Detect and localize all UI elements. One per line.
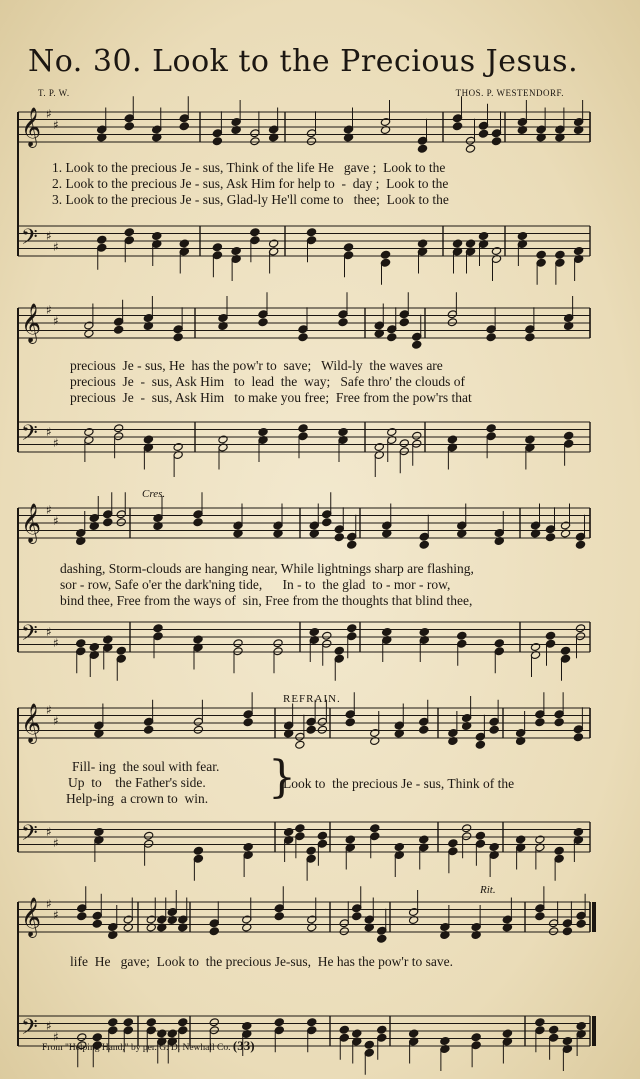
note-head [478, 129, 488, 138]
note-head [502, 1029, 512, 1038]
note-head [157, 1029, 167, 1038]
hymn-title: No. 30. Look to the Precious Jesus. [28, 44, 579, 79]
note-head [173, 333, 183, 342]
lyric-line: Fill- ing the soul with fear. [72, 759, 220, 774]
note-head [486, 333, 496, 342]
note-head [380, 250, 390, 259]
bass-clef-icon: 𝄢 [21, 421, 38, 451]
note-head [250, 228, 260, 237]
note-head [152, 232, 162, 241]
note-head [536, 250, 546, 259]
sharp-icon: ♯ [46, 625, 52, 639]
note-head [295, 824, 305, 833]
note-head [317, 725, 327, 734]
sharp-icon: ♯ [53, 836, 59, 850]
note-head [193, 846, 203, 855]
note-head [322, 631, 332, 640]
note-head [419, 835, 429, 844]
lyric-line: precious Je - sus, Ask Him to lead the way; Safe thro' the clouds of [70, 374, 465, 389]
bass-clef-icon: 𝄢 [21, 225, 38, 255]
note-head [295, 740, 305, 749]
lyric-line: life He gave; Look to the precious Je-sus, He has the pow'r to save. [70, 954, 453, 969]
bass-clef-icon: 𝄢 [21, 621, 38, 651]
note-head [465, 144, 475, 153]
note-head [339, 1025, 349, 1034]
treble-clef-icon: 𝄞 [21, 897, 42, 937]
note-head [306, 137, 316, 146]
rit-marking: Rit. [480, 884, 496, 896]
note-head [382, 628, 392, 637]
note-head [447, 318, 457, 327]
note-head [489, 725, 499, 734]
sharp-icon: ♯ [46, 1019, 52, 1033]
note-head [352, 912, 362, 921]
note-head [97, 235, 107, 244]
verse-brace: } [268, 752, 296, 803]
note-head [178, 1018, 188, 1027]
sharp-icon: ♯ [53, 908, 59, 922]
note-head [124, 228, 134, 237]
note-head [548, 927, 558, 936]
note-head [193, 518, 203, 527]
note-head [92, 919, 102, 928]
note-head [306, 228, 316, 237]
note-head [84, 428, 94, 437]
note-head [123, 1018, 133, 1027]
sharp-icon: ♯ [53, 118, 59, 132]
cres-marking: Cres. [142, 488, 166, 500]
note-head [419, 725, 429, 734]
note-head [525, 435, 535, 444]
note-head [209, 927, 219, 936]
note-head [576, 1022, 586, 1031]
sharp-icon: ♯ [46, 897, 52, 911]
note-head [283, 828, 293, 837]
note-head [387, 333, 397, 342]
note-head [345, 835, 355, 844]
lyric-line: precious Je - sus, Ask Him to make you free; Free from the pow'rs that [70, 390, 472, 405]
note-head [343, 243, 353, 252]
note-head [307, 1018, 317, 1027]
note-head [334, 533, 344, 542]
note-head [535, 835, 545, 844]
note-head [412, 340, 422, 349]
note-head [419, 540, 429, 549]
lyric-line: 3. Look to the precious Je - sus, Glad-ly He'll come to thee; Look to the [52, 192, 449, 207]
note-head [554, 718, 564, 727]
note-head [417, 239, 427, 248]
note-head [560, 646, 570, 655]
note-head [113, 424, 123, 433]
note-head [317, 831, 327, 840]
note-head [555, 250, 565, 259]
bass-clef-icon: 𝄢 [21, 821, 38, 851]
note-head [370, 824, 380, 833]
note-head [573, 733, 583, 742]
treble-clef-icon: 𝄞 [21, 703, 42, 743]
note-head [338, 428, 348, 437]
note-head [173, 443, 183, 452]
lyric-line: precious Je - sus, He has the pow'r to save; Wild-ly the waves are [70, 358, 443, 373]
note-head [377, 934, 387, 943]
note-head [243, 718, 253, 727]
lyric-line: 2. Look to the precious Je - sus, Ask Him for help to - day ; Look to the [52, 176, 449, 191]
note-head [258, 428, 268, 437]
sharp-icon: ♯ [53, 636, 59, 650]
note-head [143, 725, 153, 734]
sharp-icon: ♯ [53, 436, 59, 450]
note-head [306, 725, 316, 734]
note-head [153, 624, 163, 633]
note-head [517, 232, 527, 241]
note-head [475, 740, 485, 749]
note-head [530, 643, 540, 652]
sharp-icon: ♯ [46, 825, 52, 839]
note-head [309, 628, 319, 637]
note-head [525, 333, 535, 342]
note-head [461, 824, 471, 833]
note-head [465, 239, 475, 248]
note-head [146, 1018, 156, 1027]
lyric-line: Up to the Father's side. [68, 775, 206, 790]
note-head [212, 137, 222, 146]
note-head [535, 1018, 545, 1027]
note-head [352, 1029, 362, 1038]
sharp-icon: ♯ [53, 1030, 59, 1044]
treble-clef-icon: 𝄞 [21, 503, 42, 543]
note-head [448, 839, 458, 848]
note-head [209, 1018, 219, 1027]
note-head [179, 239, 189, 248]
note-head [452, 239, 462, 248]
page-number: (33) [232, 1038, 255, 1053]
note-head [298, 424, 308, 433]
note-head [94, 828, 104, 837]
bass-clef-icon: 𝄢 [21, 1015, 38, 1045]
note-head [103, 635, 113, 644]
note-head [491, 247, 501, 256]
note-head [108, 1018, 118, 1027]
refrain-label: REFRAIN. [283, 693, 341, 705]
note-head [268, 239, 278, 248]
note-head [274, 1018, 284, 1027]
note-head [113, 325, 123, 334]
note-head [408, 1029, 418, 1038]
sharp-icon: ♯ [46, 229, 52, 243]
note-head [387, 428, 397, 437]
treble-clef-icon: 𝄞 [21, 303, 42, 343]
sharp-icon: ♯ [46, 425, 52, 439]
note-head [573, 247, 583, 256]
note-head [218, 435, 228, 444]
note-head [116, 518, 126, 527]
note-head [562, 1037, 572, 1046]
note-head [322, 518, 332, 527]
note-head [394, 843, 404, 852]
note-head [167, 1029, 177, 1038]
note-head [535, 912, 545, 921]
note-head [491, 137, 501, 146]
note-head [452, 122, 462, 131]
note-head [124, 122, 134, 131]
note-head [306, 846, 316, 855]
lyric-line: bind thee, Free from the ways of sin, Free from the thoughts that blind thee, [60, 593, 473, 608]
treble-clef-icon: 𝄞 [21, 107, 42, 147]
note-head [243, 843, 253, 852]
note-head [412, 431, 422, 440]
footer-source: From "Helping Hand," by per. G. D. Newhall Co. [42, 1043, 231, 1053]
note-head [548, 1025, 558, 1034]
note-head [143, 831, 153, 840]
note-head [563, 431, 573, 440]
note-head [399, 439, 409, 448]
sharp-icon: ♯ [46, 703, 52, 717]
note-head [76, 639, 86, 648]
note-head [573, 828, 583, 837]
note-head [475, 831, 485, 840]
note-head [554, 846, 564, 855]
note-head [258, 318, 268, 327]
note-head [143, 435, 153, 444]
note-head [338, 318, 348, 327]
lyric-line: sor - row, Safe o'er the dark'ning tide, In - to the glad to - mor - row, [60, 577, 451, 592]
sharp-icon: ♯ [46, 303, 52, 317]
note-head [116, 646, 126, 655]
composer-credit: THOS. P. WESTENDORF. [455, 88, 564, 98]
note-head [545, 533, 555, 542]
note-head [250, 137, 260, 146]
note-head [494, 639, 504, 648]
note-head [575, 540, 585, 549]
note-head [364, 1040, 374, 1049]
note-head [545, 631, 555, 640]
note-head [334, 646, 344, 655]
note-head [440, 1037, 450, 1046]
sharp-icon: ♯ [53, 714, 59, 728]
note-head [298, 333, 308, 342]
sharp-icon: ♯ [53, 514, 59, 528]
sharp-icon: ♯ [53, 240, 59, 254]
lyric-line: Help-ing a crown to win. [66, 791, 209, 806]
note-head [212, 243, 222, 252]
note-head [231, 247, 241, 256]
footer-credit [42, 1038, 255, 1054]
note-head [377, 1025, 387, 1034]
note-head [576, 919, 586, 928]
note-head [89, 643, 99, 652]
note-head [233, 639, 243, 648]
note-head [274, 912, 284, 921]
note-head [489, 843, 499, 852]
sharp-icon: ♯ [46, 107, 52, 121]
note-head [575, 624, 585, 633]
note-head [447, 435, 457, 444]
note-head [374, 443, 384, 452]
note-head [339, 927, 349, 936]
note-head [471, 1033, 481, 1042]
note-head [179, 122, 189, 131]
note-head [103, 518, 113, 527]
lyric-line: dashing, Storm-clouds are hanging near, While lightnings sharp are flashing, [60, 561, 474, 576]
refrain-lyric-line: Look to the precious Je - sus, Think of the [283, 776, 515, 791]
note-head [347, 624, 357, 633]
note-head [478, 232, 488, 241]
note-head [242, 1022, 252, 1031]
note-head [347, 540, 357, 549]
note-head [273, 639, 283, 648]
sharp-icon: ♯ [46, 503, 52, 517]
note-head [419, 628, 429, 637]
note-head [486, 424, 496, 433]
note-head [193, 635, 203, 644]
note-head [417, 144, 427, 153]
note-head [515, 835, 525, 844]
note-head [399, 318, 409, 327]
note-head [77, 912, 87, 921]
sharp-icon: ♯ [53, 314, 59, 328]
note-head [457, 631, 467, 640]
lyric-line: 1. Look to the precious Je - sus, Think of the life He gave ; Look to the [52, 160, 446, 175]
note-head [562, 927, 572, 936]
note-head [535, 718, 545, 727]
note-head [345, 718, 355, 727]
note-head [193, 725, 203, 734]
author-credit: T. P. W. [38, 88, 70, 98]
